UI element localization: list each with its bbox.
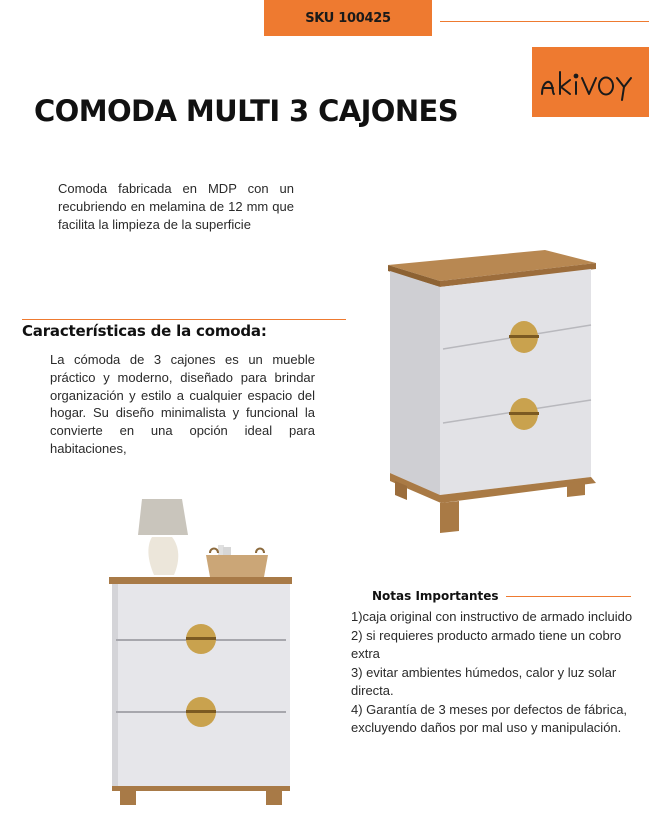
dresser-leg [120, 791, 136, 805]
product-description: Comoda fabricada en MDP con un recubriendo en melamina de 12 mm que facilita la limpieza de la superficie [58, 181, 294, 232]
sku-badge [264, 0, 432, 36]
note-item: 1)caja original con instructivo de armado incluido [351, 609, 633, 624]
features-text: La cómoda de 3 cajones es un mueble práctico y moderno, diseñado para brindar organización y estilo a cualquier espacio del hogar. Su diseño minimalista y funcional la convierte en una opción ideal para habitaciones, [50, 352, 315, 456]
akivoy-logo-icon [538, 60, 643, 104]
dresser-side [390, 271, 440, 495]
notes-divider [506, 596, 631, 597]
brand-logo [532, 47, 649, 117]
dresser-top [109, 577, 292, 584]
product-title: COMODA MULTI 3 CAJONES [34, 94, 459, 128]
lamp-icon [138, 499, 188, 575]
drawer-handle-icon [186, 697, 216, 727]
features-divider [22, 319, 346, 320]
note-item: 3) evitar ambientes húmedos, calor y luz solar directa. [351, 664, 617, 698]
note-item: 4) Garantía de 3 meses por defectos de fábrica, excluyendo daños por mal uso y manipulación. [351, 701, 628, 735]
dresser-front [440, 269, 591, 495]
note-item: 2) si requieres producto armado tiene un cobro extra [351, 627, 622, 661]
drawer-handle-icon [186, 624, 216, 654]
dresser-front [112, 584, 290, 786]
notes-heading: Notas Importantes [372, 589, 499, 603]
dresser-leg [440, 501, 459, 533]
dresser-leg [266, 791, 282, 805]
dresser-angled-image [385, 245, 600, 540]
sku-text: SKU 100425 [305, 10, 391, 26]
basket-icon [206, 545, 268, 577]
dresser-front-image [106, 495, 296, 810]
features-heading: Características de la comoda: [22, 322, 267, 340]
notes-list [351, 608, 636, 738]
header-divider [440, 21, 649, 22]
dresser-leg [567, 481, 585, 497]
